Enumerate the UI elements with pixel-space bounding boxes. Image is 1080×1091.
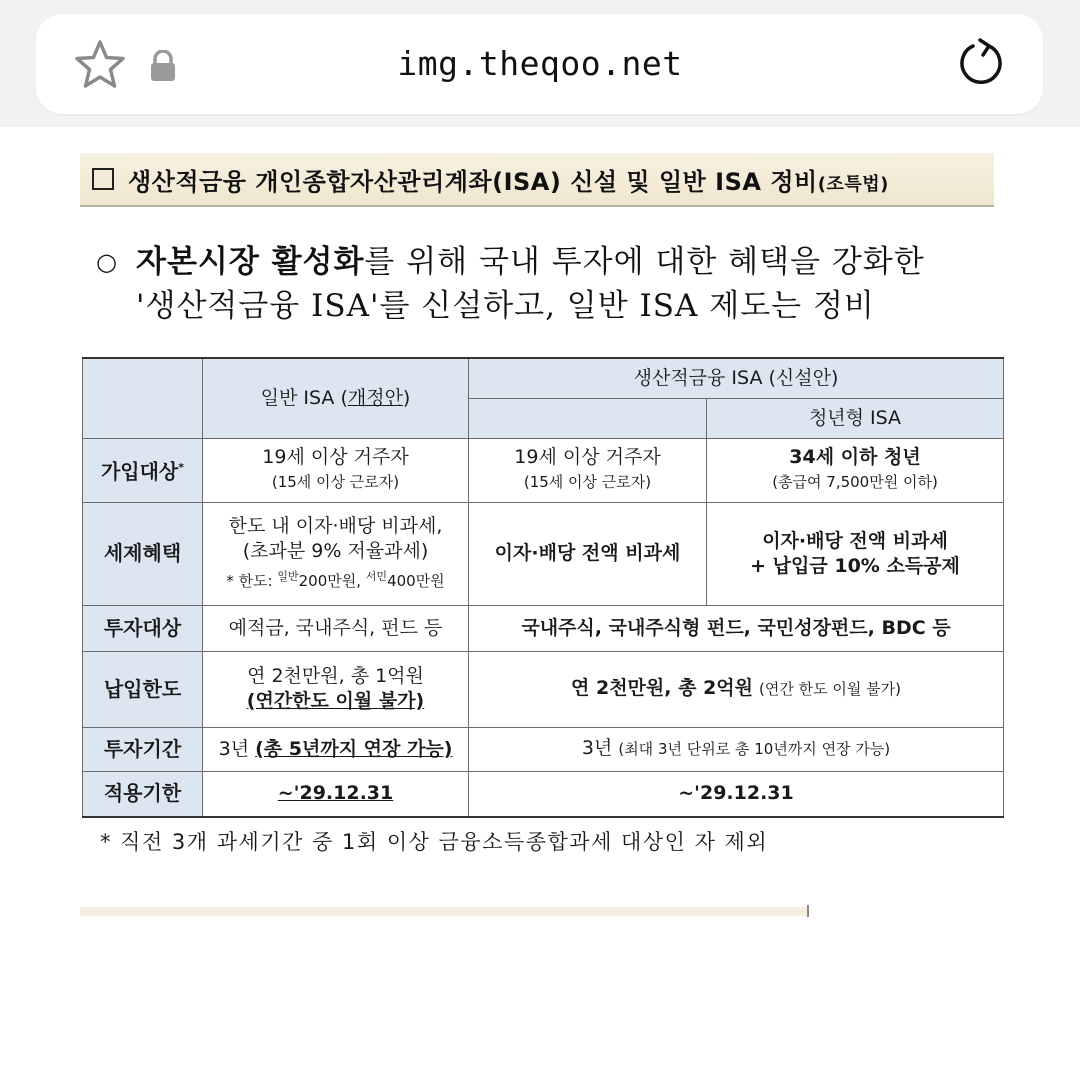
cell-period-productive: 3년 (최대 3년 단위로 총 10년까지 연장 가능) xyxy=(469,727,1004,771)
cell-eligibility-productive: 19세 이상 거주자 (15세 이상 근로자) xyxy=(469,438,707,502)
cell-limit-general: 연 2천만원, 총 1억원 (연간한도 이월 불가) xyxy=(203,651,469,727)
header-productive-isa: 생산적금융 ISA (신설안) xyxy=(469,358,1004,398)
cell-period-general: 3년 (총 5년까지 연장 가능) xyxy=(203,727,469,771)
header-empty-cell xyxy=(83,358,203,438)
row-label-tax-benefit: 세제혜택 xyxy=(83,502,203,605)
row-eligibility xyxy=(83,438,1004,502)
row-label-investment: 투자대상 xyxy=(83,605,203,651)
cell-eligibility-general: 19세 이상 거주자 (15세 이상 근로자) xyxy=(203,438,469,502)
cell-investment-general: 예적금, 국내주식, 펀드 등 xyxy=(203,605,469,651)
row-label-deadline: 적용기한 xyxy=(83,771,203,817)
header-general-isa: 일반 ISA (개정안) xyxy=(203,358,469,438)
heading-suffix: (조특법) xyxy=(817,173,889,195)
header-productive-blank xyxy=(469,398,707,438)
footnote: * 직전 3개 과세기간 중 1회 이상 금융소득종합과세 대상인 자 제외 xyxy=(100,830,769,854)
section-heading xyxy=(80,153,994,207)
cell-investment-productive: 국내주식, 국내주식형 펀드, 국민성장펀드, BDC 등 xyxy=(469,605,1004,651)
row-tax-benefit xyxy=(83,502,1004,605)
table-header-row xyxy=(83,358,1004,398)
row-label-eligibility: 가입대상* xyxy=(83,438,203,502)
summary-line-2: '생산적금융 ISA'를 신설하고, 일반 ISA 제도는 정비 xyxy=(136,288,875,324)
browser-toolbar xyxy=(0,0,1080,127)
checkbox-square-icon xyxy=(92,168,114,190)
circle-bullet-icon: ○ xyxy=(96,248,118,276)
row-limit xyxy=(83,651,1004,727)
row-investment xyxy=(83,605,1004,651)
cell-tax-productive: 이자·배당 전액 비과세 xyxy=(469,502,707,605)
cell-deadline-productive: ~'29.12.31 xyxy=(469,771,1004,817)
cell-tax-youth: 이자·배당 전액 비과세 + 납입금 10% 소득공제 xyxy=(707,502,1004,605)
divider xyxy=(80,907,808,916)
cell-deadline-general: ~'29.12.31 xyxy=(203,771,469,817)
tax-limit-note: * 한도: $^{일반}$200만원, $^{서민}$400만원 xyxy=(226,569,445,590)
cell-limit-productive: 연 2천만원, 총 2억원 (연간 한도 이월 불가) xyxy=(469,651,1004,727)
reload-icon[interactable] xyxy=(954,36,1008,90)
cell-eligibility-youth: 34세 이하 청년 (총급여 7,500만원 이하) xyxy=(707,438,1004,502)
cell-tax-general: 한도 내 이자·배당 비과세, (초과분 9% 저율과세) * 한도: $^{일반}$200만원, $^{서민}$400만원 xyxy=(203,502,469,605)
heading-text: 생산적금융 개인종합자산관리계좌(ISA) 신설 및 일반 ISA 정비(조특법) xyxy=(128,167,889,196)
divider-tick xyxy=(807,905,809,917)
row-label-limit: 납입한도 xyxy=(83,651,203,727)
row-period xyxy=(83,727,1004,771)
header-youth-isa: 청년형 ISA xyxy=(707,398,1004,438)
row-deadline xyxy=(83,771,1004,817)
url-text[interactable]: img.theqoo.net xyxy=(397,44,683,83)
row-label-period: 투자기간 xyxy=(83,727,203,771)
summary-line-1: 자본시장 활성화를 위해 국내 투자에 대한 혜택을 강화한 xyxy=(136,244,925,280)
isa-comparison-table xyxy=(82,357,1004,818)
